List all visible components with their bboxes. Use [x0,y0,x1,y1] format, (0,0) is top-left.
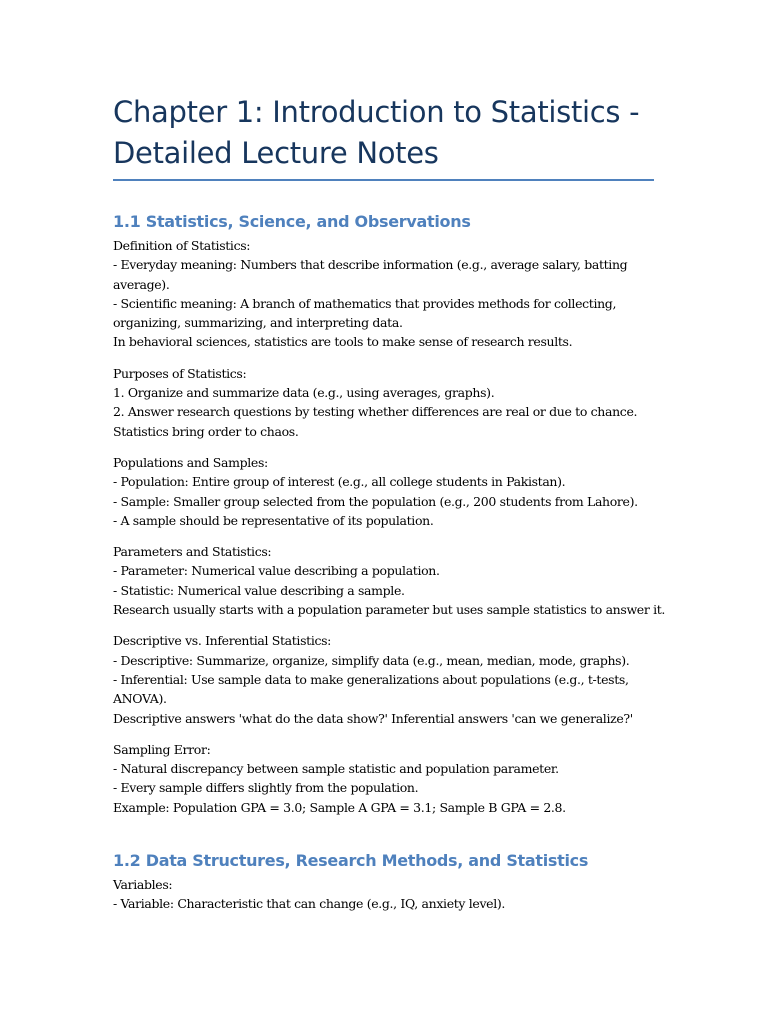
paragraph-definition-of-statistics [113,236,658,352]
text-line: Descriptive vs. Inferential Statistics: [113,633,332,649]
paragraph-purposes-of-statistics [113,364,658,441]
section-heading-1-1: 1.1 Statistics, Science, and Observations [113,212,471,231]
text-line: Example: Population GPA = 3.0; Sample A GPA = 3.1; Sample B GPA = 2.8. [113,799,566,815]
text-line: Definition of Statistics: [113,238,251,253]
section-body-1-2 [113,875,658,914]
text-line: Parameters and Statistics: [113,544,272,560]
paragraph-populations-and-samples [113,453,658,530]
text-line: - Variable: Characteristic that can change (e.g., IQ, anxiety level). [113,896,506,912]
text-line: 1. Organize and summarize data (e.g., using averages, graphs). [113,385,495,401]
text-line: - Inferential: Use sample data to make generalizations about populations (e.g., t-tests, [113,671,629,687]
text-line: In behavioral sciences, statistics are tools to make sense of research results. [113,334,573,350]
text-line: - Every sample differs slightly from the population. [113,780,419,796]
title-underline [113,179,654,181]
text-line: - Statistic: Numerical value describing a sample. [113,582,405,598]
title-line: Chapter 1: Introduction to Statistics - [113,95,640,129]
text-line: - Parameter: Numerical value describing a population. [113,563,440,579]
text-line: Research usually starts with a population parameter but uses sample statistics to answer it. [113,602,666,618]
document-page [113,92,666,914]
section-body-1-1 [113,236,666,817]
text-line: Populations and Samples: [113,454,268,470]
text-line: Variables: [113,877,173,893]
text-line: - A sample should be representative of its population. [113,512,434,528]
text-line: - Descriptive: Summarize, organize, simplify data (e.g., mean, median, mode, graphs). [113,652,630,668]
section-heading-1-2: 1.2 Data Structures, Research Methods, and Statistics [113,851,589,871]
paragraph-variables [113,875,658,914]
text-line: average). [113,276,170,292]
text-line: - Everyday meaning: Numbers that describe information (e.g., average salary, batting [113,257,628,273]
text-line: Descriptive answers 'what do the data show?' Inferential answers 'can we generalize?' [113,710,633,726]
text-line: 2. Answer research questions by testing whether differences are real or due to chance. [113,404,638,420]
text-line: - Population: Entire group of interest (e.g., all college students in Pakistan). [113,474,566,490]
document-title [113,92,658,174]
text-line: organizing, summarizing, and interpreting data. [113,315,403,331]
text-line: Sampling Error: [113,741,211,757]
text-line: - Scientific meaning: A branch of mathematics that provides methods for collecting, [113,295,617,311]
text-line: Purposes of Statistics: [113,365,247,381]
text-line: - Natural discrepancy between sample statistic and population parameter. [113,761,559,777]
text-line: ANOVA). [113,691,167,707]
text-line: Statistics bring order to chaos. [113,423,299,439]
paragraph-descriptive-vs-inferential [113,631,658,727]
paragraph-parameters-and-statistics [113,542,666,619]
text-line: - Sample: Smaller group selected from the population (e.g., 200 students from Lahore). [113,493,638,509]
title-line: Detailed Lecture Notes [113,136,439,170]
paragraph-sampling-error [113,740,658,817]
